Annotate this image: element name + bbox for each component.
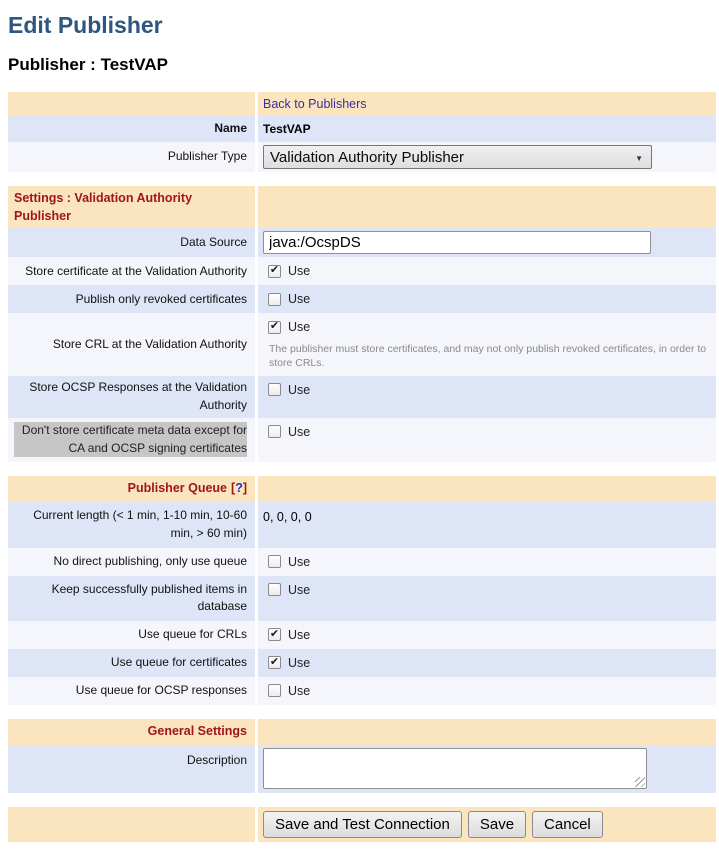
back-to-publishers-link[interactable]: Back to Publishers xyxy=(263,97,367,111)
checkbox-use-label: Use xyxy=(288,683,311,698)
store-crl-checkbox[interactable] xyxy=(268,321,281,334)
queue-ocsp-row xyxy=(8,677,716,705)
store-certificate-label: Store certificate at the Validation Authority xyxy=(8,257,255,285)
save-button[interactable]: Save xyxy=(468,811,526,838)
general-settings-table xyxy=(8,719,716,793)
description-row xyxy=(8,745,716,793)
store-crl-label: Store CRL at the Validation Authority xyxy=(8,313,255,375)
publish-only-revoked-checkbox[interactable] xyxy=(268,293,281,306)
queue-section-title: Publisher Queue xyxy=(127,481,228,496)
settings-header-row xyxy=(8,186,716,228)
no-direct-publishing-row xyxy=(8,548,716,576)
store-ocsp-label: Store OCSP Responses at the Validation Authority xyxy=(8,376,255,418)
name-row xyxy=(8,116,716,142)
table-header-row xyxy=(8,92,716,116)
publisher-type-select[interactable] xyxy=(263,145,652,169)
checkbox-use-label: Use xyxy=(288,554,311,569)
queue-crls-row xyxy=(8,621,716,649)
no-direct-publishing-label: No direct publishing, only use queue xyxy=(8,548,255,576)
checkbox-use-label: Use xyxy=(288,292,311,307)
checkbox-use-label: Use xyxy=(288,655,311,670)
checkbox-use-label: Use xyxy=(288,264,311,279)
dont-store-meta-checkbox[interactable] xyxy=(268,425,281,438)
publisher-queue-help-link[interactable]: ? xyxy=(235,481,243,496)
settings-section-title: Settings : Validation Authority Publisher xyxy=(8,186,255,228)
queue-header-row xyxy=(8,476,716,502)
description-textarea[interactable] xyxy=(263,748,647,789)
publisher-type-row xyxy=(8,142,716,172)
publisher-queue-table xyxy=(8,476,716,705)
basic-info-table xyxy=(8,92,716,172)
queue-crls-checkbox[interactable] xyxy=(268,628,281,641)
queue-crls-label: Use queue for CRLs xyxy=(8,621,255,649)
store-certificate-row xyxy=(8,257,716,285)
queue-certificates-row xyxy=(8,649,716,677)
publish-only-revoked-row xyxy=(8,285,716,313)
page-title: Edit Publisher xyxy=(8,12,163,38)
cancel-button[interactable]: Cancel xyxy=(532,811,603,838)
current-length-value: 0, 0, 0, 0 xyxy=(258,502,716,548)
queue-certificates-checkbox[interactable] xyxy=(268,656,281,669)
store-certificate-checkbox[interactable] xyxy=(268,265,281,278)
publish-only-revoked-label: Publish only revoked certificates xyxy=(8,285,255,313)
checkbox-use-label: Use xyxy=(288,424,311,439)
publisher-type-label: Publisher Type xyxy=(8,142,255,172)
actions-table xyxy=(8,807,716,842)
save-and-test-connection-button[interactable]: Save and Test Connection xyxy=(263,811,462,838)
store-ocsp-checkbox[interactable] xyxy=(268,383,281,396)
data-source-row xyxy=(8,228,716,257)
queue-ocsp-checkbox[interactable] xyxy=(268,684,281,697)
publisher-type-selected-value: Validation Authority Publisher xyxy=(270,148,465,166)
checkbox-use-label: Use xyxy=(288,382,311,397)
keep-published-label: Keep successfully published items in database xyxy=(8,576,255,621)
keep-published-row xyxy=(8,576,716,621)
general-section-title: General Settings xyxy=(8,719,255,745)
store-crl-row xyxy=(8,313,716,375)
data-source-label: Data Source xyxy=(8,228,255,257)
general-header-row xyxy=(8,719,716,745)
queue-ocsp-label: Use queue for OCSP responses xyxy=(8,677,255,705)
dont-store-meta-row xyxy=(8,418,716,462)
name-label: Name xyxy=(8,116,255,142)
no-direct-publishing-checkbox[interactable] xyxy=(268,555,281,568)
description-label: Description xyxy=(8,745,255,793)
resize-handle-icon[interactable] xyxy=(635,777,645,787)
current-length-label: Current length (< 1 min, 1-10 min, 10-60 min, > 60 min) xyxy=(8,502,255,548)
dropdown-arrow-icon: ▼ xyxy=(635,154,643,163)
checkbox-use-label: Use xyxy=(288,582,311,597)
store-crl-note: The publisher must store certificates, and may not only publish revoked certificates, in order to store CRLs. xyxy=(269,343,707,369)
store-ocsp-row xyxy=(8,376,716,418)
checkbox-use-label: Use xyxy=(288,320,311,335)
queue-certificates-label: Use queue for certificates xyxy=(8,649,255,677)
help-bracket-open: [ xyxy=(231,481,236,496)
dont-store-meta-label: Don't store certificate meta data except for CA and OCSP signing certificates xyxy=(14,422,247,457)
publisher-subtitle: Publisher : TestVAP xyxy=(8,55,168,74)
actions-row xyxy=(8,807,716,842)
settings-table xyxy=(8,186,716,462)
data-source-input[interactable] xyxy=(263,231,651,254)
checkbox-use-label: Use xyxy=(288,627,311,642)
keep-published-checkbox[interactable] xyxy=(268,583,281,596)
help-bracket-close: ] xyxy=(242,481,247,496)
name-value: TestVAP xyxy=(258,116,716,142)
current-length-row xyxy=(8,502,716,548)
